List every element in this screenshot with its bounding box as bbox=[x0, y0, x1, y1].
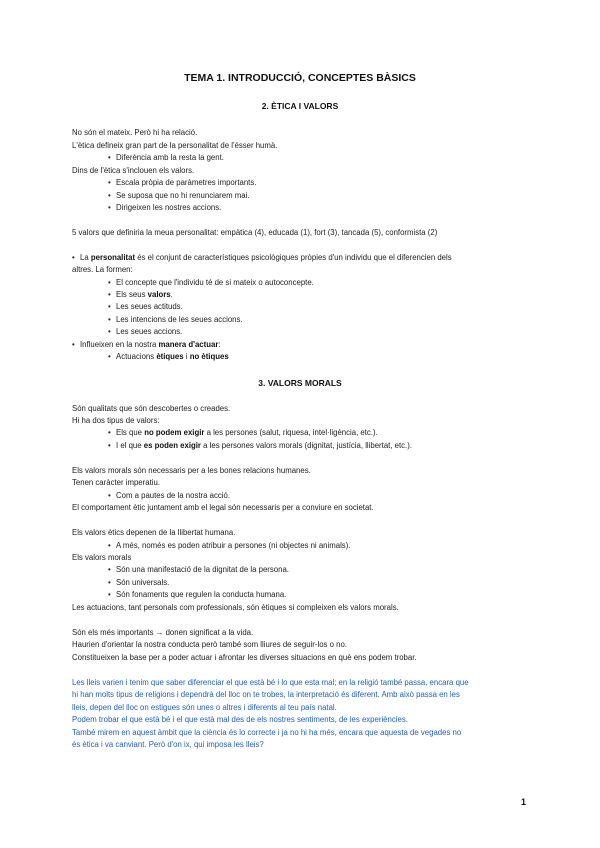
text-line: Dins de l'ètica s'inclouen els valors. bbox=[72, 166, 195, 175]
section-heading-valors-morals: 3. VALORS MORALS bbox=[258, 378, 342, 388]
bullet-icon: • bbox=[108, 352, 111, 361]
bullet-icon: • bbox=[108, 565, 111, 574]
note-line: hi han molts tipus de religions i dependrà del lloc on te trobes, la interpretació és diferent. Amb això passa en les bbox=[72, 690, 460, 699]
text-line: Les actuacions, tant personals com professionals, són ètiques si compleixen els valors morals. bbox=[72, 603, 399, 612]
document-title: TEMA 1. INTRODUCCIÓ, CONCEPTES BÀSICS bbox=[184, 72, 416, 84]
bullet-icon: • bbox=[72, 340, 75, 349]
text-line: altres. La formen: bbox=[72, 265, 133, 274]
bullet-icon: • bbox=[108, 153, 111, 162]
bullet-icon: • bbox=[108, 541, 111, 550]
list-item: • I el que es poden exigir a les persones valors morals (dignitat, justícia, llibertat, etc.). bbox=[108, 441, 412, 450]
bullet-icon: • bbox=[108, 290, 111, 299]
bullet-icon: • bbox=[108, 441, 111, 450]
text-line: Tenen caràcter imperatiu. bbox=[72, 478, 160, 487]
text-line: 5 valors que definiria la meua personalitat: empàtica (4), educada (1), fort (3), tancada (5), conformista (2) bbox=[72, 228, 438, 237]
note-line: Podem trobar el que està bé i el que està mal des de els nostres sentiments, de les experiències. bbox=[72, 715, 408, 724]
section-heading-etica-valors: 2. ÈTICA I VALORS bbox=[261, 101, 339, 111]
bullet-icon: • bbox=[108, 327, 111, 336]
bullet-icon: • bbox=[108, 590, 111, 599]
bullet-icon: • bbox=[108, 178, 111, 187]
text-line: Els valors morals bbox=[72, 553, 132, 562]
bullet-icon: • bbox=[108, 203, 111, 212]
text-line: El comportament ètic juntament amb el legal són necessaris per a conviure en societat. bbox=[72, 503, 374, 512]
list-item: • Actuacions ètiques i no ètiques bbox=[108, 352, 229, 361]
bullet-icon: • bbox=[108, 191, 111, 200]
list-item: • El concepte que l'individu té de si mateix o autoconcepte. bbox=[108, 278, 314, 287]
text-line: • Influeixen en la nostra manera d'actuar: bbox=[72, 340, 221, 349]
text-line: Els valors morals són necessaris per a les bones relacions humanes. bbox=[72, 466, 311, 475]
text-line: • La personalitat és el conjunt de característiques psicològiques pròpies d'un individu que el diferencien dels bbox=[72, 253, 452, 262]
text-line: Són qualitats que són descobertes o creades. bbox=[72, 404, 231, 413]
note-line: lleis, depen del lloc on estigues són unes o altres i diferents al teu país natal. bbox=[72, 703, 337, 712]
text-line: Constitueixen la base per a poder actuar i afrontar les diverses situacions en què ens podem trobar. bbox=[72, 653, 417, 662]
text-line: Els valors ètics depenen de la llibertat humana. bbox=[72, 528, 236, 537]
bullet-icon: • bbox=[108, 315, 111, 324]
text-line: L'ètica defineix gran part de la personalitat de l'ésser humà. bbox=[72, 141, 278, 150]
bullet-icon: • bbox=[108, 578, 111, 587]
list-item: • Són una manifestació de la dignitat de la persona. bbox=[108, 565, 289, 574]
bullet-icon: • bbox=[108, 302, 111, 311]
list-item: • A més, només es poden atribuir a persones (ni objectes ni animals). bbox=[108, 541, 351, 550]
list-item: • Com a pautes de la nostra acció. bbox=[108, 491, 230, 500]
bullet-icon: • bbox=[108, 491, 111, 500]
bullet-icon: • bbox=[108, 428, 111, 437]
bullet-icon: • bbox=[108, 278, 111, 287]
text-line: Haurien d'orientar la nostra conducta però també som lliures de seguir-los o no. bbox=[72, 640, 347, 649]
list-item: • Les seues accions. bbox=[108, 327, 183, 336]
list-item: • Són fonaments que regulen la conducta humana. bbox=[108, 590, 287, 599]
page-number: 1 bbox=[521, 797, 527, 807]
bullet-icon: • bbox=[72, 253, 75, 262]
text-line: Hi ha dos tipus de valors: bbox=[72, 416, 160, 425]
list-item: • Diferència amb la resta la gent. bbox=[108, 153, 224, 162]
list-item: • Dirigeixen les nostres accions. bbox=[108, 203, 222, 212]
note-line: També mirem en aquest àmbit que la ciència és lo correcte i ja no hi ha més, encara que aquesta de vegades no bbox=[72, 728, 462, 737]
list-item: • Els seus valors. bbox=[108, 290, 173, 299]
note-line: és ètica i va canviant. Però d'on ix, qui imposa les lleis? bbox=[72, 740, 264, 749]
list-item: • Escala pròpia de paràmetres importants. bbox=[108, 178, 257, 187]
text-line: No són el mateix. Però hi ha relació. bbox=[72, 128, 198, 137]
note-line: Les lleis varien i tenim que saber diferenciar el que està bé i lo que esta mal; en la religió també passa, encara que bbox=[72, 678, 469, 687]
list-item: • Les seues actituds. bbox=[108, 302, 183, 311]
list-item: • Les intencions de les seues accions. bbox=[108, 315, 243, 324]
list-item: • Són universals. bbox=[108, 578, 170, 587]
text-line: Són els més importants → donen significat a la vida. bbox=[72, 628, 254, 637]
list-item: • Els que no podem exigir a les persones (salut, riquesa, intel·ligència, etc.). bbox=[108, 428, 378, 437]
list-item: • Se suposa que no hi renunciarem mai. bbox=[108, 191, 250, 200]
